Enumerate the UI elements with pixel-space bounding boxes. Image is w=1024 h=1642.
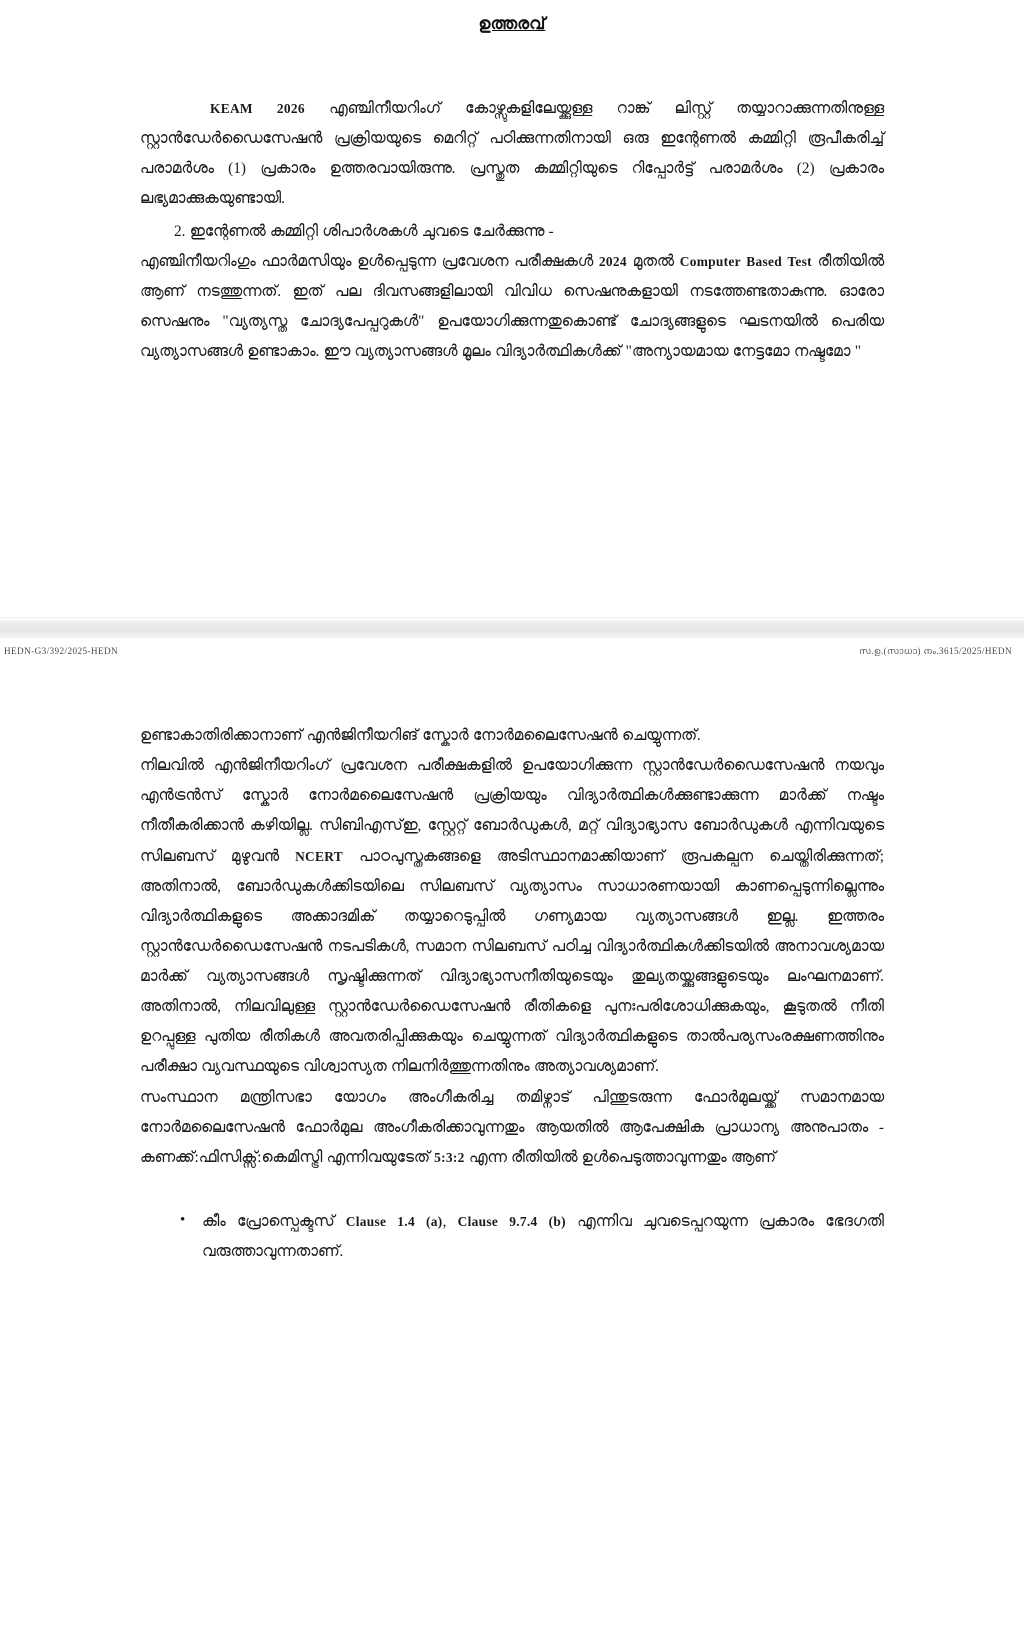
- bullet-1-separator: ,: [442, 1212, 458, 1230]
- page-footer: [0, 640, 1024, 657]
- bottom-spacer: [140, 1267, 884, 1297]
- paragraph-3: [140, 247, 884, 368]
- page-title: ഉത്തരവ്: [478, 14, 546, 33]
- paragraph-2: 2. ഇന്റേണൽ കമ്മിറ്റി ശിപാർശകൾ ചുവടെ ചേർക്കുന്നു -: [174, 222, 554, 240]
- list-item: [202, 1207, 884, 1267]
- page2-paragraph-2-text-b: പാഠപുസ്തകങ്ങളെ അടിസ്ഥാനമാക്കിയാണ് രൂപകല്പന ചെയ്തിരിക്കുന്നത്; അതിനാൽ, ബോർഡുകൾക്കിടയിലെ സിലബസ് വ്യത്യാസം സാധാരണയായി കാണപ്പെടുന്നില്ലെന്നും വിദ്യാർത്ഥികളുടെ അക്കാദമിക് തയ്യാറെടുപ്പിൽ ഗണ്യമായ വ്യത്യാസങ്ങൾ ഇല്ല. ഇത്തരം സ്റ്റാൻഡേർഡൈസേഷൻ നടപടികൾ, സമാന സിലബസ് പഠിച്ച വിദ്യാർത്ഥികൾക്കിടയിൽ അനാവശ്യമായ മാർക്ക് വ്യത്യാസങ്ങൾ സൃഷ്ടിക്കുന്നത് വിദ്യാഭ്യാസനീതിയുടെയും തുല്യതയ്ക്കുങ്ങളുടെയും ലംഘനമാണ്. അതിനാൽ, നിലവിലുള്ള സ്റ്റാൻഡേർഡൈസേഷൻ രീതികളെ പുനഃപരിശോധിക്കുകയും, കൂടുതൽ നീതി ഉറപ്പുള്ള പുതിയ രീതികൾ അവതരിപ്പിക്കുകയും ചെയ്യുന്നത് വിദ്യാർത്ഥികളുടെ താൽപര്യസംരക്ഷണത്തിനും പരീക്ഷാ വ്യവസ്ഥയുടെ വിശ്വാസ്യത നിലനിർത്തുന്നതിനും അത്യാവശ്യമാണ്.: [140, 847, 885, 1076]
- paragraph-3-text-a: എഞ്ചിനീയറിംഗും ഫാർമസിയും ഉൾപ്പെടുന്ന പ്രവേശന പരീക്ഷകൾ: [140, 252, 599, 270]
- year-2024-label: 2024: [598, 253, 627, 269]
- clause-1-4-a-label: Clause 1.4 (a): [345, 1213, 443, 1229]
- page2-paragraph-3: [140, 1083, 884, 1173]
- clause-9-7-4-b-label: Clause 9.7.4 (b): [457, 1213, 566, 1229]
- page2-paragraph-3-text-a: സംസ്ഥാന മന്ത്രിസഭാ യോഗം അംഗീകരിച്ച തമിഴ്നാട് പിന്തുടരുന്ന ഫോർമുലയ്ക്ക് സമാനമായ നോർമലൈസേഷൻ ഫോർമുല അംഗീകരിക്കാവുന്നതും ആയതിൽ ആപേക്ഷിക പ്രാധാന്യ അനുപാതം - കണക്ക്:ഫിസിക്സ്:കെമിസ്ട്രി എന്നിവയുടേത്: [140, 1088, 884, 1166]
- page2-paragraph-3-text-b: എന്ന രീതിയിൽ ഉൾപെടുത്താവുന്നതും ആണ്: [464, 1148, 776, 1166]
- paragraph-3-text-c: രീതിയിൽ ആണ് നടത്തുന്നത്. ഇത് പല ദിവസങ്ങളിലായി വിവിധ സെഷനുകളായി നടത്തേണ്ടതാകുന്നു. ഓരോ സെഷനും "വ്യത്യസ്ത ചോദ്യപേപ്പറുകൾ" ഉപയോഗിക്കുന്നതുകൊണ്ട് ചോദ്യങ്ങളുടെ ഘടനയിൽ പെരിയ വ്യത്യാസങ്ങൾ ഉണ്ടാകാം. ഈ വ്യത്യാസങ്ങൾ മൂലം വിദ്യാർത്ഥികൾക്ക് "അന്യായമായ നേട്ടമോ നഷ്ടമോ ": [140, 252, 885, 360]
- paragraph-3-text-b: മുതൽ: [626, 252, 680, 270]
- page2-paragraph-1: ഉണ്ടാകാതിരിക്കാനാണ് എൻജിനീയറിങ് സ്കോർ നോർമലൈസേഷൻ ചെയ്യുന്നത്.: [140, 727, 701, 744]
- bullet-1-text-b: എന്നിവ ചുവടെപ്പറയുന്ന പ്രകാരം ഭേദഗതി വരുത്താവുന്നതാണ്.: [202, 1212, 884, 1260]
- page2-paragraph-2: [140, 751, 884, 1082]
- paragraph-1: [140, 94, 884, 215]
- keam-2026-label: KEAM 2026: [210, 101, 305, 116]
- page2-paragraph-2-text-a: നിലവിൽ എൻജിനീയറിംഗ് പ്രവേശന പരീക്ഷകളിൽ ഉപയോഗിക്കുന്ന സ്റ്റാൻഡേർഡൈസേഷൻ നയവും എൻട്രൻസ് സ്കോർ നോർമലൈസേഷൻ പ്രക്രിയയും വിദ്യാർത്ഥികൾക്കുണ്ടാക്കുന്ന മാർക്ക് നഷ്ടം നീതീകരിക്കാൻ കഴിയില്ല. സിബിഎസ്ഇ, സ്റ്റേറ്റ് ബോർഡുകൾ, മറ്റ് വിദ്യാഭ്യാസ ബോർഡുകൾ എന്നിവയുടെ സിലബസ് മുഴുവൻ: [140, 757, 884, 865]
- computer-based-test-label: Computer Based Test: [679, 253, 812, 269]
- amendment-bullet-list: [140, 1207, 884, 1267]
- page-2-body: [140, 721, 884, 1297]
- paragraph-1-text: എഞ്ചിനീയറിംഗ് കോഴ്സുകളിലേയ്ക്കുള്ള റാങ്ക് ലിസ്റ്റ് തയ്യാറാക്കുന്നതിനുള്ള സ്റ്റാൻഡേർഡൈസേഷൻ പ്രക്രിയയുടെ മെറിറ്റ് പഠിക്കുന്നതിനായി ഒരു ഇന്റേണൽ കമ്മിറ്റി രൂപീകരിച്ച് പരാമർശം (1) പ്രകാരം ഉത്തരവായിരുന്നു. പ്രസ്തുത കമ്മിറ്റിയുടെ റിപ്പോർട്ട് പരാമർശം (2) പ്രകാരം ലഭ്യമാക്കുകയുണ്ടായി.: [140, 100, 884, 208]
- footer-order-number: സ.ഉ.(സാധാ) നം.3615/2025/HEDN: [858, 646, 1012, 656]
- page-1-body: [140, 94, 884, 367]
- subject-weightage-ratio: 5:3:2: [434, 1149, 465, 1165]
- page-2: [0, 657, 1024, 1297]
- bullet-1-text-a: കീം പ്രോസ്പെക്ടസ്: [202, 1212, 346, 1230]
- ncert-label: NCERT: [295, 848, 343, 864]
- page-separator: [0, 617, 1024, 640]
- page-1: [0, 0, 1024, 617]
- footer-file-number: HEDN-G3/392/2025-HEDN: [4, 646, 119, 656]
